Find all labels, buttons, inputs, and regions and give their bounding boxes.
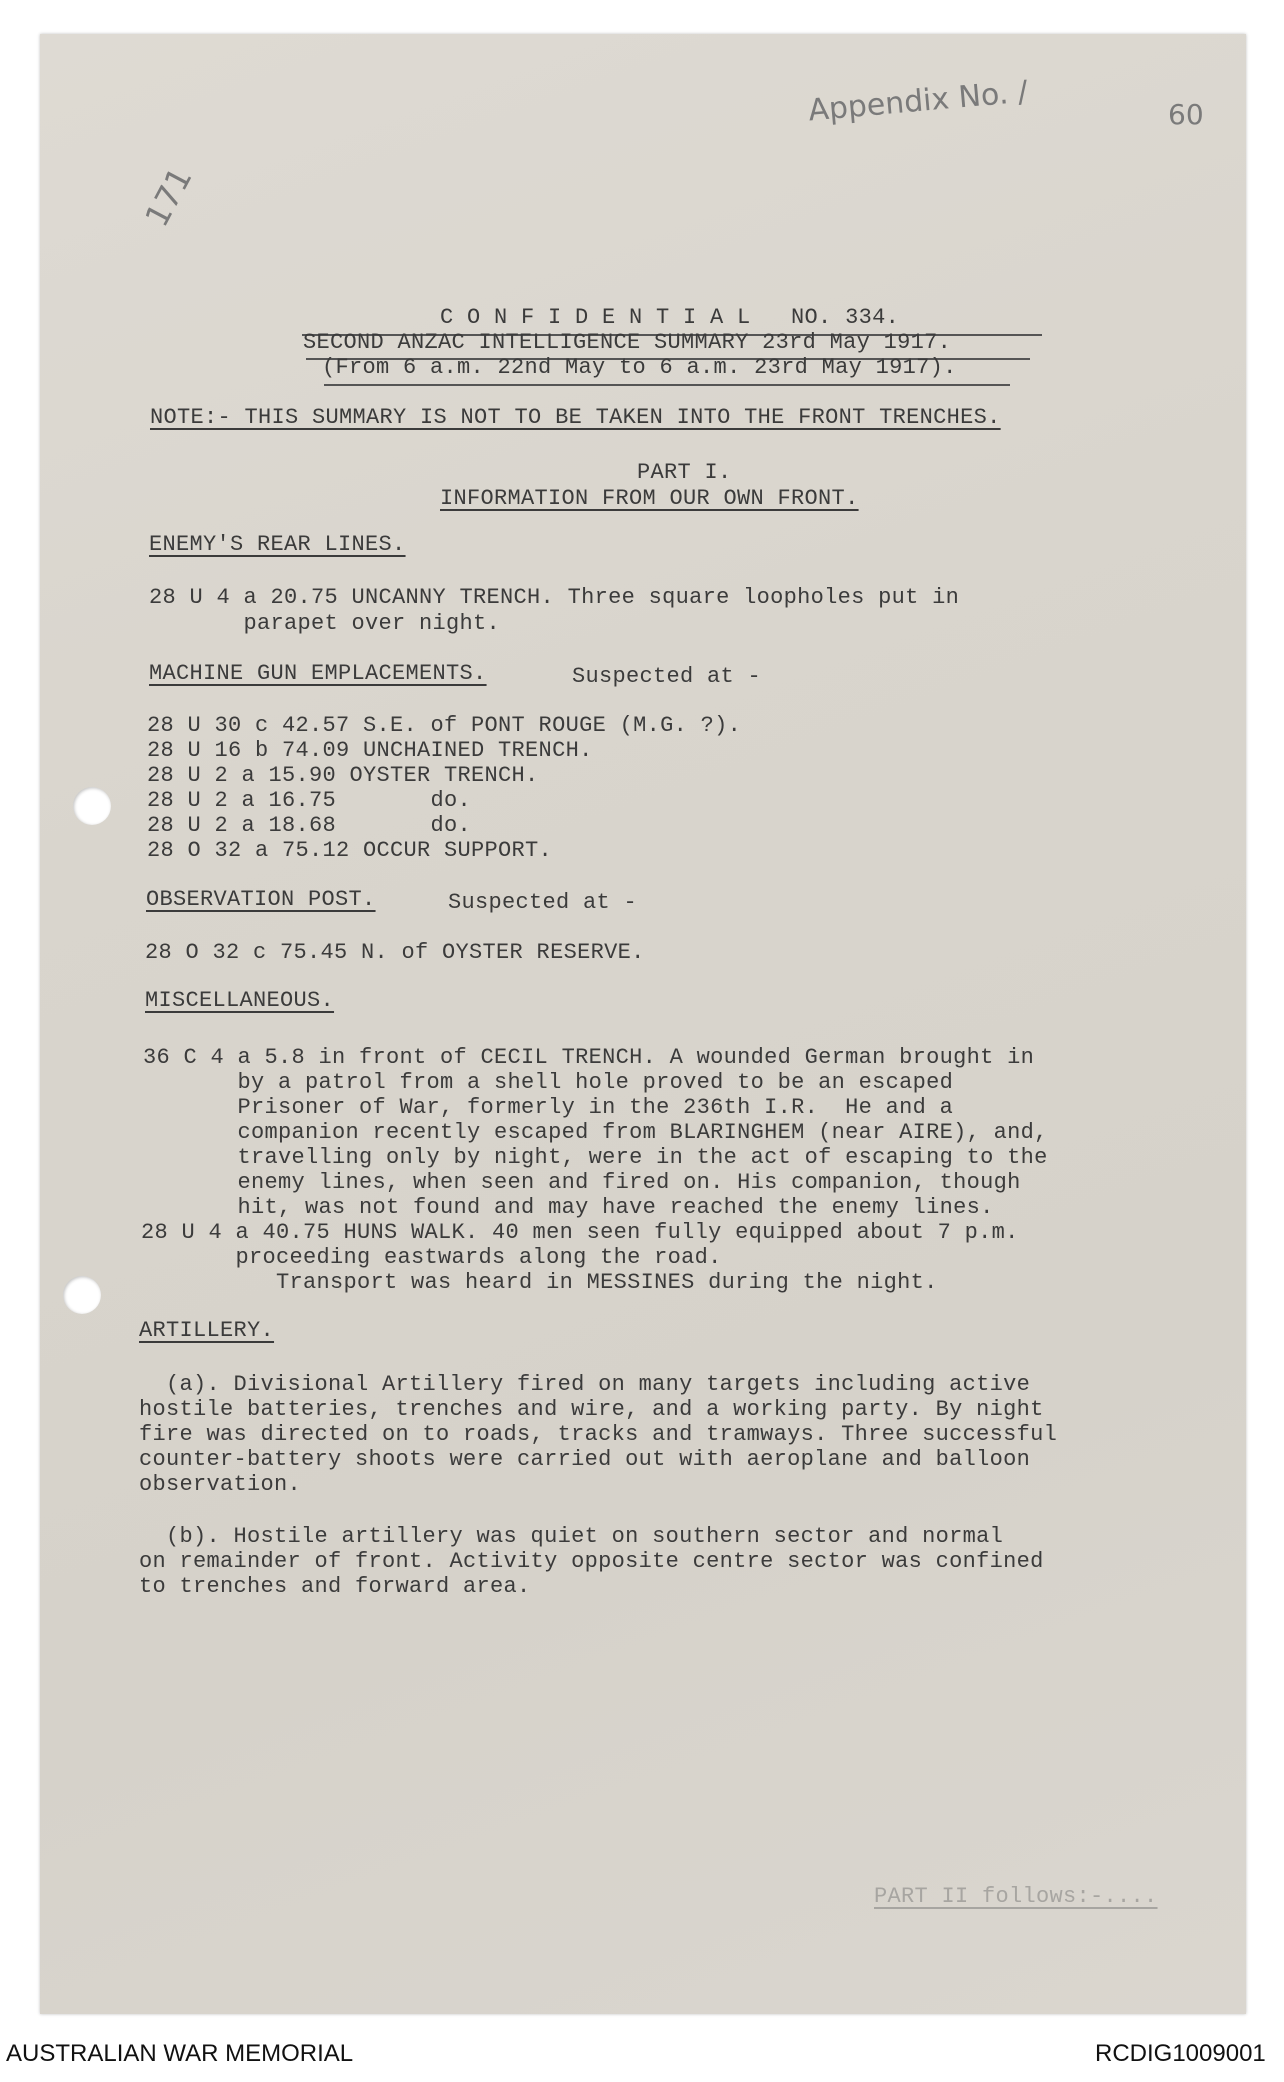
mg-line-1: 28 U 30 c 42.57 S.E. of PONT ROUGE (M.G. ?). (147, 713, 742, 738)
heading-miscellaneous: MISCELLANEOUS. (145, 988, 335, 1013)
punch-hole-bottom (63, 1276, 101, 1314)
misc-line-9: proceeding eastwards along the road. (141, 1245, 722, 1270)
header-confidential: C O N F I D E N T I A L NO. 334. (440, 305, 900, 330)
part-number: PART I. (637, 460, 732, 485)
punch-hole-top (73, 787, 111, 825)
continuation-note: PART II follows:-.... (874, 1884, 1158, 1909)
observation-post-suffix: Suspected at - (448, 890, 638, 915)
misc-line-3: Prisoner of War, formerly in the 236th I.R. He and a (143, 1095, 954, 1120)
misc-line-8: 28 U 4 a 40.75 HUNS WALK. 40 men seen fully equipped about 7 p.m. (141, 1220, 1019, 1245)
mg-line-4: 28 U 2 a 16.75 do. (147, 788, 472, 813)
misc-line-1: 36 C 4 a 5.8 in front of CECIL TRENCH. A wounded German brought in (143, 1045, 1035, 1070)
artillery-b-line-2: on remainder of front. Activity opposite centre sector was confined (139, 1549, 1044, 1574)
heading-observation-post: OBSERVATION POST. (146, 887, 376, 912)
page-number-annotation: 60 (1168, 98, 1204, 131)
misc-line-10: Transport was heard in MESSINES during the night. (141, 1270, 938, 1295)
misc-line-7: hit, was not found and may have reached the enemy lines. (143, 1195, 994, 1220)
header-summary-title: SECOND ANZAC INTELLIGENCE SUMMARY 23rd May 1917. (303, 330, 952, 355)
misc-line-2: by a patrol from a shell hole proved to be an escaped (143, 1070, 954, 1095)
misc-line-5: travelling only by night, were in the act of escaping to the (143, 1145, 1048, 1170)
footer-left: AUSTRALIAN WAR MEMORIAL (6, 2040, 354, 2067)
footer-right: RCDIG1009001 (1095, 2040, 1266, 2067)
machine-guns-suffix: Suspected at - (572, 664, 762, 689)
artillery-a-line-4: counter-battery shoots were carried out with aeroplane and balloon (139, 1447, 1031, 1472)
folio-annotation: 171 (137, 161, 200, 233)
mg-line-2: 28 U 16 b 74.09 UNCHAINED TRENCH. (147, 738, 593, 763)
header-underline-3 (324, 384, 1010, 386)
artillery-a-line-5: observation. (139, 1472, 302, 1497)
misc-line-6: enemy lines, when seen and fired on. His companion, though (143, 1170, 1021, 1195)
note-line: NOTE:- THIS SUMMARY IS NOT TO BE TAKEN INTO THE FRONT TRENCHES. (150, 405, 1001, 430)
artillery-b-line-3: to trenches and forward area. (139, 1574, 531, 1599)
artillery-b-line-1: (b). Hostile artillery was quiet on southern sector and normal (139, 1524, 1004, 1549)
heading-rear-lines: ENEMY'S REAR LINES. (149, 532, 406, 557)
artillery-a-line-2: hostile batteries, trenches and wire, and a working party. By night (139, 1397, 1044, 1422)
mg-line-3: 28 U 2 a 15.90 OYSTER TRENCH. (147, 763, 539, 788)
mg-line-6: 28 O 32 a 75.12 OCCUR SUPPORT. (147, 838, 553, 863)
observation-post-line: 28 O 32 c 75.45 N. of OYSTER RESERVE. (145, 940, 645, 965)
rear-lines-text-2: parapet over night. (149, 611, 501, 636)
misc-line-4: companion recently escaped from BLARINGHEM (near AIRE), and, (143, 1120, 1048, 1145)
header-period: (From 6 a.m. 22nd May to 6 a.m. 23rd May 1917). (322, 355, 957, 380)
artillery-a-line-3: fire was directed on to roads, tracks and tramways. Three successful (139, 1422, 1058, 1447)
part-title: INFORMATION FROM OUR OWN FRONT. (440, 486, 859, 511)
appendix-annotation: Appendix No. / (806, 74, 1030, 129)
mg-line-5: 28 U 2 a 18.68 do. (147, 813, 472, 838)
rear-lines-text-1: 28 U 4 a 20.75 UNCANNY TRENCH. Three square loopholes put in (149, 585, 960, 610)
heading-machine-guns: MACHINE GUN EMPLACEMENTS. (149, 661, 487, 686)
heading-artillery: ARTILLERY. (139, 1318, 275, 1343)
artillery-a-line-1: (a). Divisional Artillery fired on many targets including active (139, 1372, 1031, 1397)
